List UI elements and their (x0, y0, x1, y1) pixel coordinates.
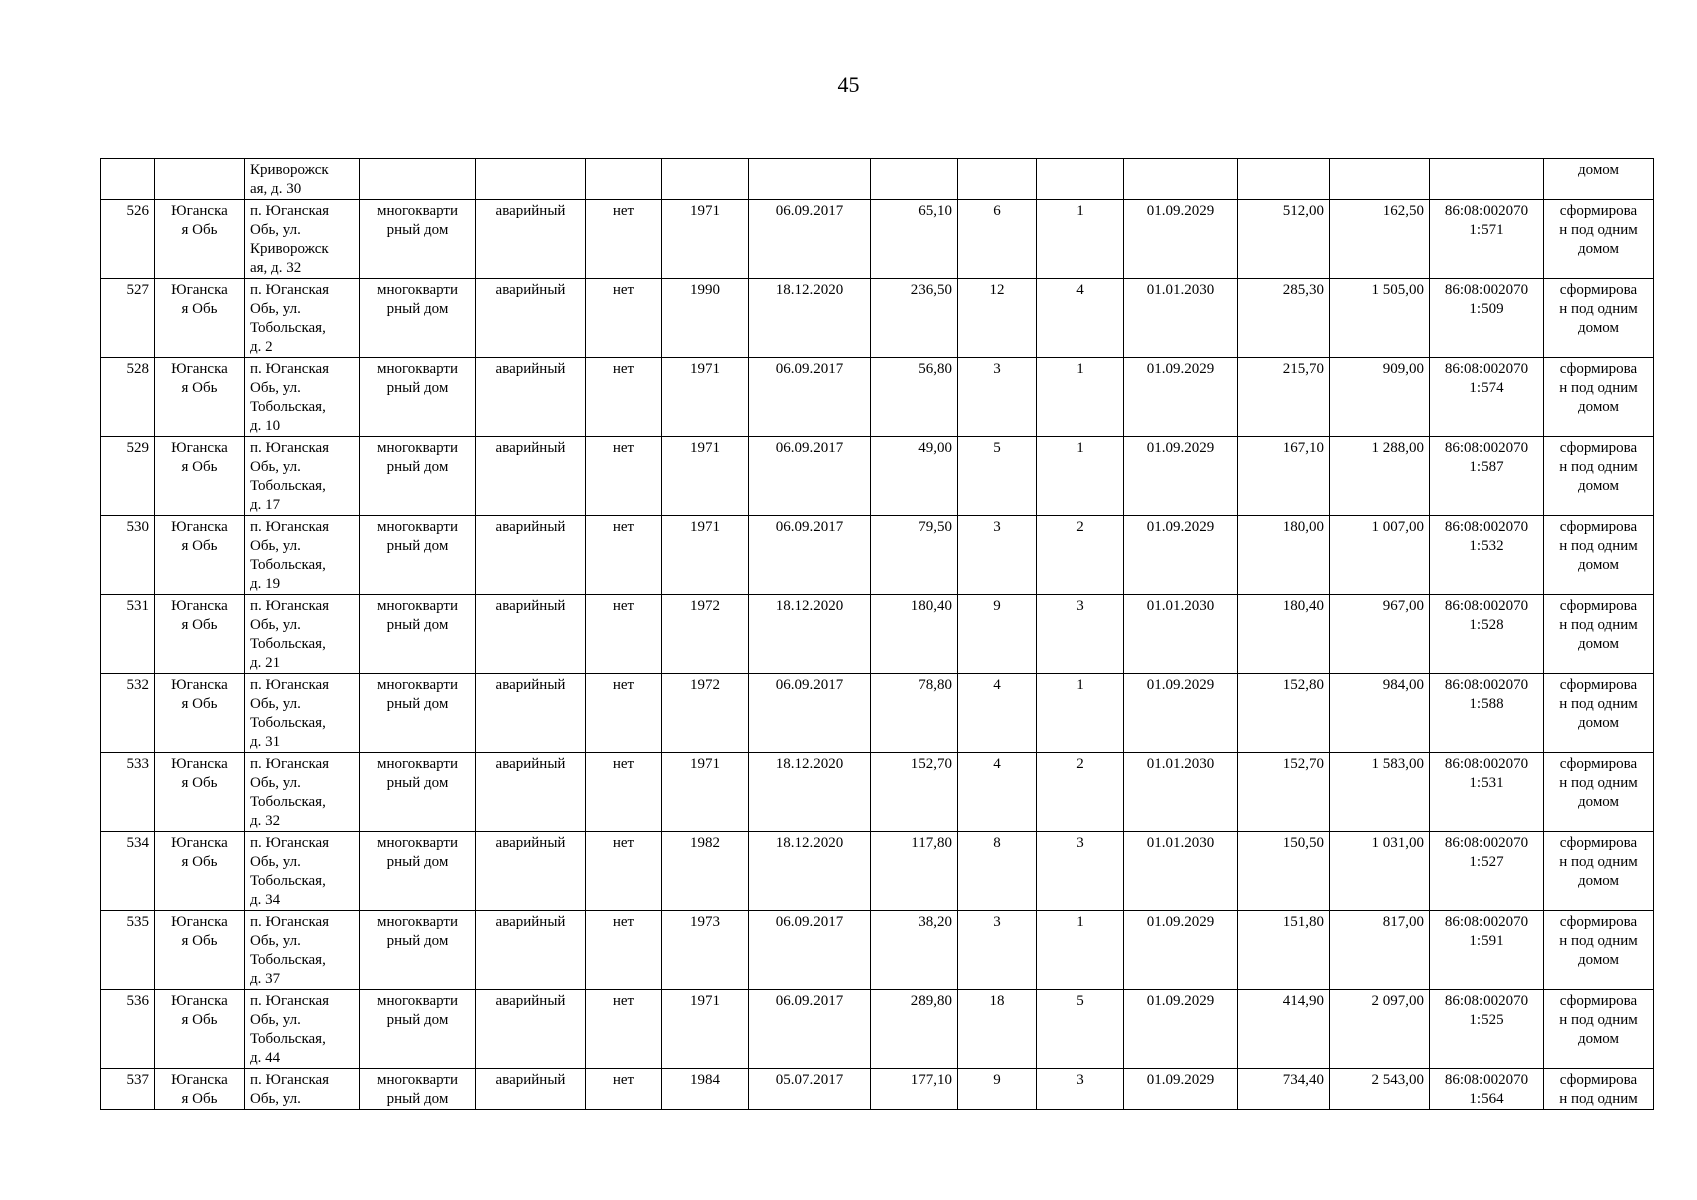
cell-apartments: 3 (1037, 595, 1124, 674)
cell-land-area: 967,00 (1330, 595, 1430, 674)
cell-resettlement-date: 01.09.2029 (1124, 911, 1238, 990)
cell-row-number: 532 (101, 674, 155, 753)
table-row (101, 159, 1654, 200)
cell-address: п. Юганская Обь, ул. Тобольская, д. 17 (245, 437, 360, 516)
cell-address: п. Юганская Обь, ул. Тобольская, д. 10 (245, 358, 360, 437)
cell-land-status: сформирова н под одним домом (1544, 516, 1654, 595)
cell-emergency-flag (586, 159, 662, 200)
cell-condition: аварийный (476, 358, 586, 437)
cell-year-built: 1971 (662, 753, 749, 832)
cell-condition: аварийный (476, 200, 586, 279)
housing-table (100, 158, 1654, 1110)
cell-recognition-date (749, 159, 871, 200)
cell-year-built: 1984 (662, 1069, 749, 1110)
cell-cadastral-number: 86:08:002070 1:564 (1430, 1069, 1544, 1110)
cell-apartments: 1 (1037, 674, 1124, 753)
cell-land-status: сформирова н под одним домом (1544, 279, 1654, 358)
cell-municipality: Юганска я Обь (155, 990, 245, 1069)
cell-land-area: 817,00 (1330, 911, 1430, 990)
cell-resettlement-date: 01.01.2030 (1124, 279, 1238, 358)
table-row (101, 200, 1654, 279)
cell-area: 38,20 (871, 911, 958, 990)
cell-residents: 3 (958, 516, 1037, 595)
cell-row-number: 529 (101, 437, 155, 516)
cell-municipality: Юганска я Обь (155, 753, 245, 832)
cell-emergency-flag: нет (586, 753, 662, 832)
cell-address: п. Юганская Обь, ул. Тобольская, д. 19 (245, 516, 360, 595)
cell-residents: 3 (958, 911, 1037, 990)
cell-area: 117,80 (871, 832, 958, 911)
cell-address: п. Юганская Обь, ул. Тобольская, д. 2 (245, 279, 360, 358)
cell-total-area: 414,90 (1238, 990, 1330, 1069)
cell-row-number: 527 (101, 279, 155, 358)
cell-condition: аварийный (476, 516, 586, 595)
cell-residents: 3 (958, 358, 1037, 437)
cell-land-status: сформирова н под одним домом (1544, 832, 1654, 911)
cell-emergency-flag: нет (586, 200, 662, 279)
cell-apartments: 3 (1037, 1069, 1124, 1110)
cell-house-type: многокварти рный дом (360, 200, 476, 279)
cell-residents: 8 (958, 832, 1037, 911)
cell-condition: аварийный (476, 990, 586, 1069)
cell-land-status: сформирова н под одним домом (1544, 200, 1654, 279)
cell-municipality: Юганска я Обь (155, 358, 245, 437)
cell-address: Криворожск ая, д. 30 (245, 159, 360, 200)
cell-address: п. Юганская Обь, ул. Тобольская, д. 32 (245, 753, 360, 832)
cell-row-number: 528 (101, 358, 155, 437)
cell-address: п. Юганская Обь, ул. Тобольская, д. 37 (245, 911, 360, 990)
cell-total-area: 180,00 (1238, 516, 1330, 595)
table-row (101, 516, 1654, 595)
cell-area: 79,50 (871, 516, 958, 595)
cell-land-area (1330, 159, 1430, 200)
cell-total-area: 285,30 (1238, 279, 1330, 358)
cell-house-type: многокварти рный дом (360, 832, 476, 911)
cell-address: п. Юганская Обь, ул. Тобольская, д. 31 (245, 674, 360, 753)
cell-total-area: 151,80 (1238, 911, 1330, 990)
cell-year-built: 1972 (662, 595, 749, 674)
cell-cadastral-number: 86:08:002070 1:531 (1430, 753, 1544, 832)
cell-resettlement-date: 01.01.2030 (1124, 753, 1238, 832)
cell-residents: 5 (958, 437, 1037, 516)
cell-recognition-date: 06.09.2017 (749, 200, 871, 279)
cell-total-area: 167,10 (1238, 437, 1330, 516)
cell-municipality: Юганска я Обь (155, 595, 245, 674)
cell-area: 236,50 (871, 279, 958, 358)
cell-apartments: 1 (1037, 358, 1124, 437)
cell-cadastral-number: 86:08:002070 1:509 (1430, 279, 1544, 358)
cell-resettlement-date: 01.01.2030 (1124, 832, 1238, 911)
cell-area: 65,10 (871, 200, 958, 279)
cell-house-type (360, 159, 476, 200)
cell-apartments: 1 (1037, 200, 1124, 279)
cell-resettlement-date: 01.09.2029 (1124, 516, 1238, 595)
cell-address: п. Юганская Обь, ул. Тобольская, д. 44 (245, 990, 360, 1069)
cell-land-area: 1 505,00 (1330, 279, 1430, 358)
cell-cadastral-number: 86:08:002070 1:588 (1430, 674, 1544, 753)
table-row (101, 1069, 1654, 1110)
cell-residents (958, 159, 1037, 200)
cell-emergency-flag: нет (586, 279, 662, 358)
cell-total-area: 152,80 (1238, 674, 1330, 753)
cell-emergency-flag: нет (586, 358, 662, 437)
cell-emergency-flag: нет (586, 832, 662, 911)
cell-resettlement-date: 01.01.2030 (1124, 595, 1238, 674)
cell-row-number: 531 (101, 595, 155, 674)
cell-cadastral-number: 86:08:002070 1:528 (1430, 595, 1544, 674)
cell-recognition-date: 18.12.2020 (749, 753, 871, 832)
cell-total-area: 152,70 (1238, 753, 1330, 832)
cell-land-status: сформирова н под одним домом (1544, 437, 1654, 516)
cell-emergency-flag: нет (586, 516, 662, 595)
cell-emergency-flag: нет (586, 911, 662, 990)
cell-condition: аварийный (476, 753, 586, 832)
cell-year-built (662, 159, 749, 200)
cell-recognition-date: 18.12.2020 (749, 595, 871, 674)
cell-area (871, 159, 958, 200)
cell-address: п. Юганская Обь, ул. Тобольская, д. 34 (245, 832, 360, 911)
cell-area: 78,80 (871, 674, 958, 753)
cell-residents: 18 (958, 990, 1037, 1069)
cell-house-type: многокварти рный дом (360, 674, 476, 753)
cell-land-area: 1 007,00 (1330, 516, 1430, 595)
cell-apartments: 1 (1037, 437, 1124, 516)
cell-recognition-date: 05.07.2017 (749, 1069, 871, 1110)
cell-land-status: сформирова н под одним домом (1544, 753, 1654, 832)
cell-land-status: сформирова н под одним домом (1544, 911, 1654, 990)
cell-residents: 6 (958, 200, 1037, 279)
cell-condition: аварийный (476, 674, 586, 753)
cell-municipality: Юганска я Обь (155, 674, 245, 753)
cell-year-built: 1971 (662, 990, 749, 1069)
cell-municipality (155, 159, 245, 200)
cell-house-type: многокварти рный дом (360, 358, 476, 437)
cell-municipality: Юганска я Обь (155, 1069, 245, 1110)
cell-residents: 9 (958, 1069, 1037, 1110)
table-row (101, 911, 1654, 990)
cell-municipality: Юганска я Обь (155, 437, 245, 516)
cell-land-area: 2 097,00 (1330, 990, 1430, 1069)
cell-resettlement-date: 01.09.2029 (1124, 358, 1238, 437)
cell-cadastral-number: 86:08:002070 1:525 (1430, 990, 1544, 1069)
table-row (101, 358, 1654, 437)
cell-recognition-date: 06.09.2017 (749, 358, 871, 437)
cell-area: 177,10 (871, 1069, 958, 1110)
cell-resettlement-date: 01.09.2029 (1124, 674, 1238, 753)
cell-cadastral-number: 86:08:002070 1:571 (1430, 200, 1544, 279)
table-row (101, 674, 1654, 753)
cell-row-number: 526 (101, 200, 155, 279)
cell-municipality: Юганска я Обь (155, 200, 245, 279)
cell-house-type: многокварти рный дом (360, 1069, 476, 1110)
cell-resettlement-date: 01.09.2029 (1124, 990, 1238, 1069)
cell-address: п. Юганская Обь, ул. Тобольская, д. 21 (245, 595, 360, 674)
cell-row-number: 533 (101, 753, 155, 832)
cell-condition: аварийный (476, 832, 586, 911)
table-row (101, 595, 1654, 674)
cell-recognition-date: 18.12.2020 (749, 832, 871, 911)
cell-land-status: сформирова н под одним домом (1544, 674, 1654, 753)
cell-land-area: 2 543,00 (1330, 1069, 1430, 1110)
cell-year-built: 1972 (662, 674, 749, 753)
cell-land-area: 909,00 (1330, 358, 1430, 437)
cell-municipality: Юганска я Обь (155, 911, 245, 990)
cell-area: 289,80 (871, 990, 958, 1069)
cell-year-built: 1982 (662, 832, 749, 911)
cell-apartments: 1 (1037, 911, 1124, 990)
cell-condition: аварийный (476, 437, 586, 516)
cell-row-number: 534 (101, 832, 155, 911)
page-number: 45 (837, 72, 860, 97)
cell-row-number: 537 (101, 1069, 155, 1110)
cell-resettlement-date: 01.09.2029 (1124, 200, 1238, 279)
cell-total-area: 150,50 (1238, 832, 1330, 911)
cell-total-area: 215,70 (1238, 358, 1330, 437)
cell-condition: аварийный (476, 911, 586, 990)
cell-row-number: 535 (101, 911, 155, 990)
cell-row-number: 536 (101, 990, 155, 1069)
cell-land-area: 1 031,00 (1330, 832, 1430, 911)
cell-emergency-flag: нет (586, 595, 662, 674)
cell-year-built: 1990 (662, 279, 749, 358)
cell-year-built: 1971 (662, 516, 749, 595)
table-row (101, 279, 1654, 358)
cell-residents: 4 (958, 674, 1037, 753)
cell-residents: 4 (958, 753, 1037, 832)
cell-land-status: сформирова н под одним домом (1544, 595, 1654, 674)
cell-year-built: 1971 (662, 200, 749, 279)
cell-apartments (1037, 159, 1124, 200)
cell-year-built: 1971 (662, 437, 749, 516)
cell-address: п. Юганская Обь, ул. Криворожск ая, д. 32 (245, 200, 360, 279)
table-row (101, 832, 1654, 911)
cell-recognition-date: 06.09.2017 (749, 990, 871, 1069)
cell-land-status: сформирова н под одним домом (1544, 990, 1654, 1069)
cell-apartments: 2 (1037, 753, 1124, 832)
cell-land-area: 984,00 (1330, 674, 1430, 753)
cell-row-number (101, 159, 155, 200)
cell-total-area: 180,40 (1238, 595, 1330, 674)
cell-land-area: 1 288,00 (1330, 437, 1430, 516)
cell-land-status: сформирова н под одним (1544, 1069, 1654, 1110)
cell-emergency-flag: нет (586, 1069, 662, 1110)
table-row (101, 753, 1654, 832)
cell-recognition-date: 18.12.2020 (749, 279, 871, 358)
cell-area: 49,00 (871, 437, 958, 516)
cell-land-status: сформирова н под одним домом (1544, 358, 1654, 437)
cell-house-type: многокварти рный дом (360, 279, 476, 358)
cell-municipality: Юганска я Обь (155, 516, 245, 595)
cell-row-number: 530 (101, 516, 155, 595)
cell-resettlement-date: 01.09.2029 (1124, 1069, 1238, 1110)
cell-house-type: многокварти рный дом (360, 990, 476, 1069)
cell-cadastral-number: 86:08:002070 1:574 (1430, 358, 1544, 437)
cell-land-area: 162,50 (1330, 200, 1430, 279)
cell-total-area: 734,40 (1238, 1069, 1330, 1110)
cell-year-built: 1971 (662, 358, 749, 437)
cell-recognition-date: 06.09.2017 (749, 516, 871, 595)
cell-condition: аварийный (476, 595, 586, 674)
cell-house-type: многокварти рный дом (360, 595, 476, 674)
cell-total-area (1238, 159, 1330, 200)
cell-recognition-date: 06.09.2017 (749, 437, 871, 516)
cell-municipality: Юганска я Обь (155, 279, 245, 358)
cell-cadastral-number: 86:08:002070 1:527 (1430, 832, 1544, 911)
cell-apartments: 2 (1037, 516, 1124, 595)
cell-area: 56,80 (871, 358, 958, 437)
cell-cadastral-number (1430, 159, 1544, 200)
cell-apartments: 4 (1037, 279, 1124, 358)
cell-house-type: многокварти рный дом (360, 753, 476, 832)
cell-emergency-flag: нет (586, 674, 662, 753)
cell-apartments: 3 (1037, 832, 1124, 911)
cell-condition: аварийный (476, 1069, 586, 1110)
cell-condition (476, 159, 586, 200)
cell-municipality: Юганска я Обь (155, 832, 245, 911)
cell-residents: 9 (958, 595, 1037, 674)
cell-house-type: многокварти рный дом (360, 516, 476, 595)
cell-area: 180,40 (871, 595, 958, 674)
cell-residents: 12 (958, 279, 1037, 358)
cell-land-area: 1 583,00 (1330, 753, 1430, 832)
cell-cadastral-number: 86:08:002070 1:587 (1430, 437, 1544, 516)
cell-year-built: 1973 (662, 911, 749, 990)
cell-cadastral-number: 86:08:002070 1:532 (1430, 516, 1544, 595)
table-row (101, 437, 1654, 516)
cell-condition: аварийный (476, 279, 586, 358)
cell-resettlement-date: 01.09.2029 (1124, 437, 1238, 516)
cell-emergency-flag: нет (586, 437, 662, 516)
cell-address: п. Юганская Обь, ул. (245, 1069, 360, 1110)
cell-cadastral-number: 86:08:002070 1:591 (1430, 911, 1544, 990)
cell-house-type: многокварти рный дом (360, 911, 476, 990)
cell-resettlement-date (1124, 159, 1238, 200)
cell-area: 152,70 (871, 753, 958, 832)
cell-recognition-date: 06.09.2017 (749, 674, 871, 753)
cell-land-status: домом (1544, 159, 1654, 200)
table-row (101, 990, 1654, 1069)
cell-emergency-flag: нет (586, 990, 662, 1069)
cell-house-type: многокварти рный дом (360, 437, 476, 516)
cell-total-area: 512,00 (1238, 200, 1330, 279)
cell-recognition-date: 06.09.2017 (749, 911, 871, 990)
cell-apartments: 5 (1037, 990, 1124, 1069)
